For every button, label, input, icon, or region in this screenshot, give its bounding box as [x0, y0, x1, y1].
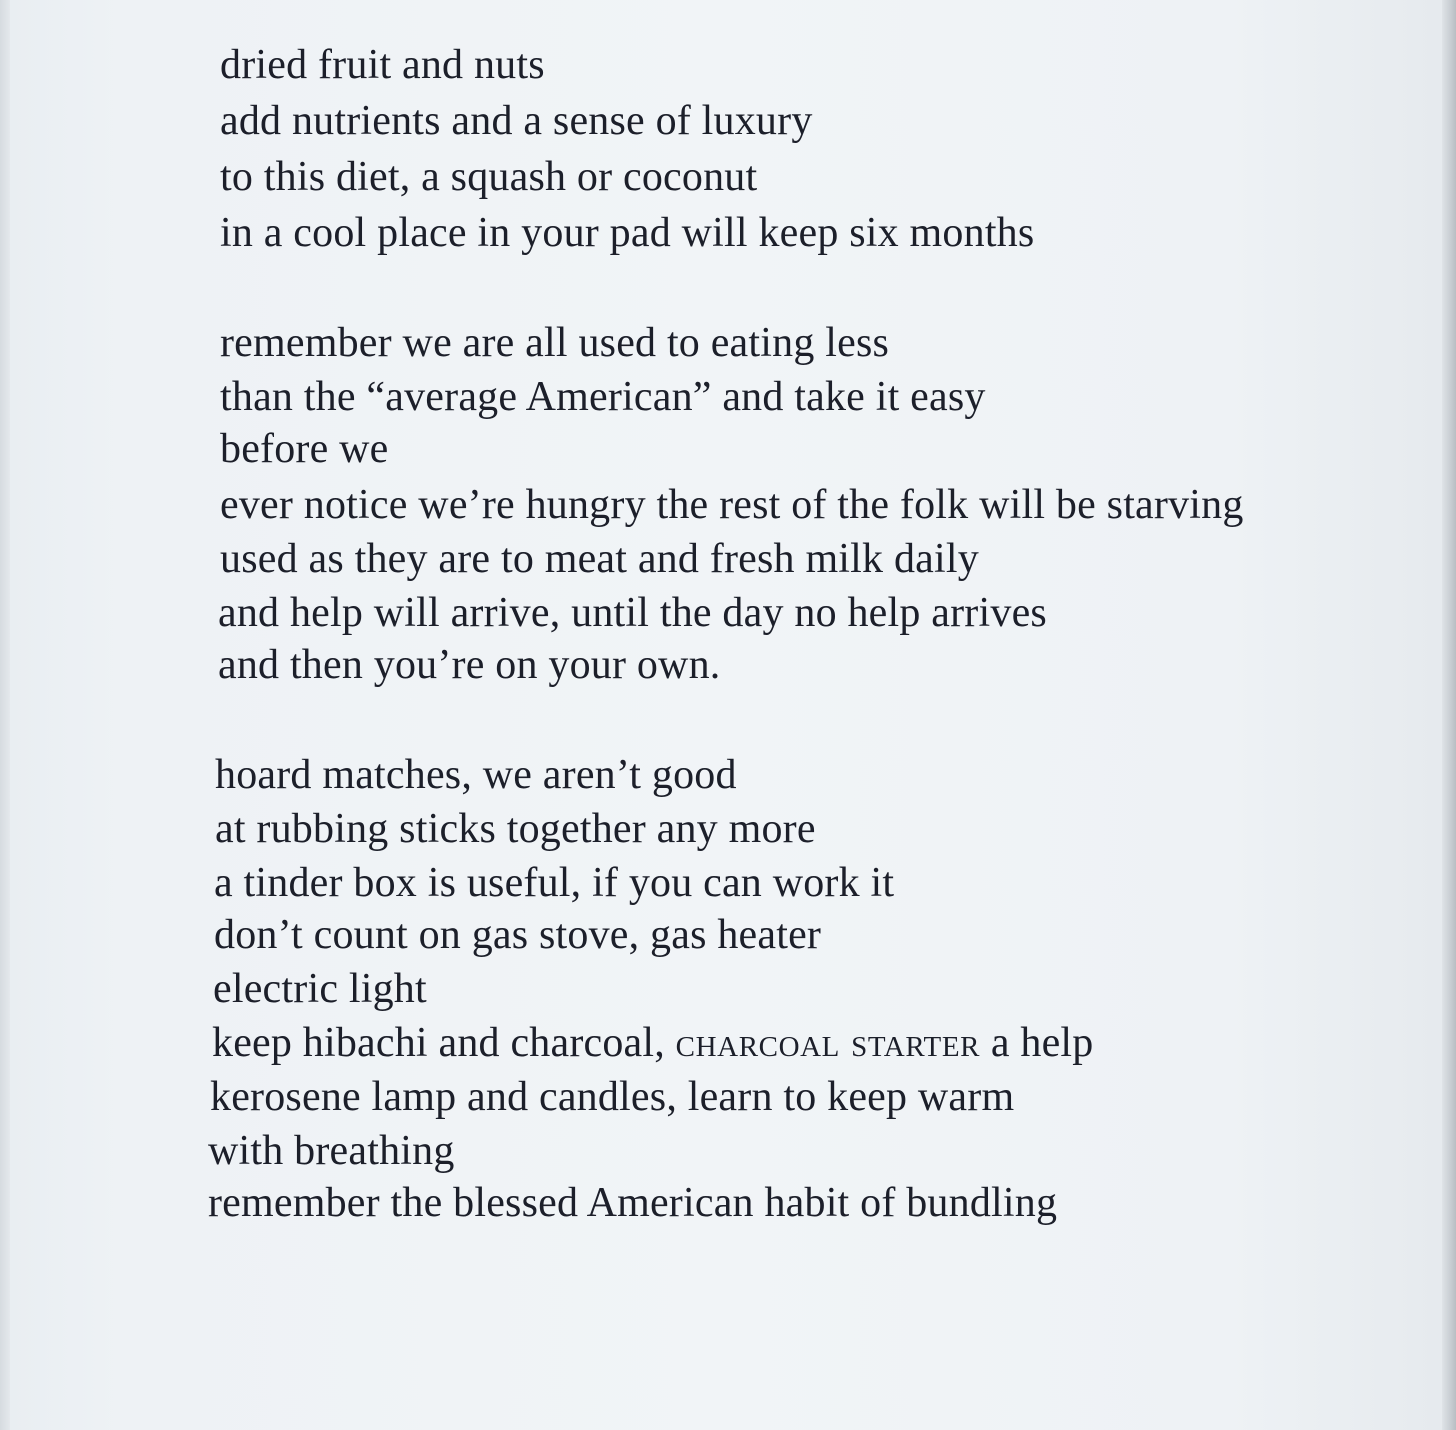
poem-line: in a cool place in your pad will keep six months — [220, 210, 1035, 256]
poem-line: than the “average American” and take it easy — [220, 374, 986, 420]
poem-line-part: a help — [980, 1020, 1094, 1066]
poem-line: and help will arrive, until the day no help arrives — [218, 590, 1047, 636]
smallcaps-text: charcoal starter — [675, 1020, 981, 1066]
poem-line: and then you’re on your own. — [218, 642, 721, 688]
poem-line: ever notice we’re hungry the rest of the folk will be starving — [220, 482, 1244, 528]
poem-line-smallcaps — [212, 1018, 1093, 1068]
poem-line: at rubbing sticks together any more — [215, 806, 816, 852]
poem-line: hoard matches, we aren’t good — [215, 752, 737, 798]
poem-line: electric light — [213, 966, 427, 1012]
poem-line: add nutrients and a sense of luxury — [220, 98, 813, 144]
poem-line: remember the blessed American habit of bundling — [208, 1180, 1058, 1226]
poem-line: don’t count on gas stove, gas heater — [214, 912, 822, 958]
poem-line: dried fruit and nuts — [220, 42, 545, 88]
poem-line: used as they are to meat and fresh milk daily — [220, 536, 979, 582]
poem-line: a tinder box is useful, if you can work it — [214, 860, 895, 906]
poem-line: to this diet, a squash or coconut — [220, 154, 758, 200]
poem-line: kerosene lamp and candles, learn to keep warm — [210, 1074, 1015, 1120]
poem-line: with breathing — [208, 1128, 455, 1174]
poem-line: before we — [220, 426, 389, 472]
poem-line-part: keep hibachi and charcoal, — [212, 1020, 676, 1066]
poem-line: remember we are all used to eating less — [220, 320, 890, 366]
